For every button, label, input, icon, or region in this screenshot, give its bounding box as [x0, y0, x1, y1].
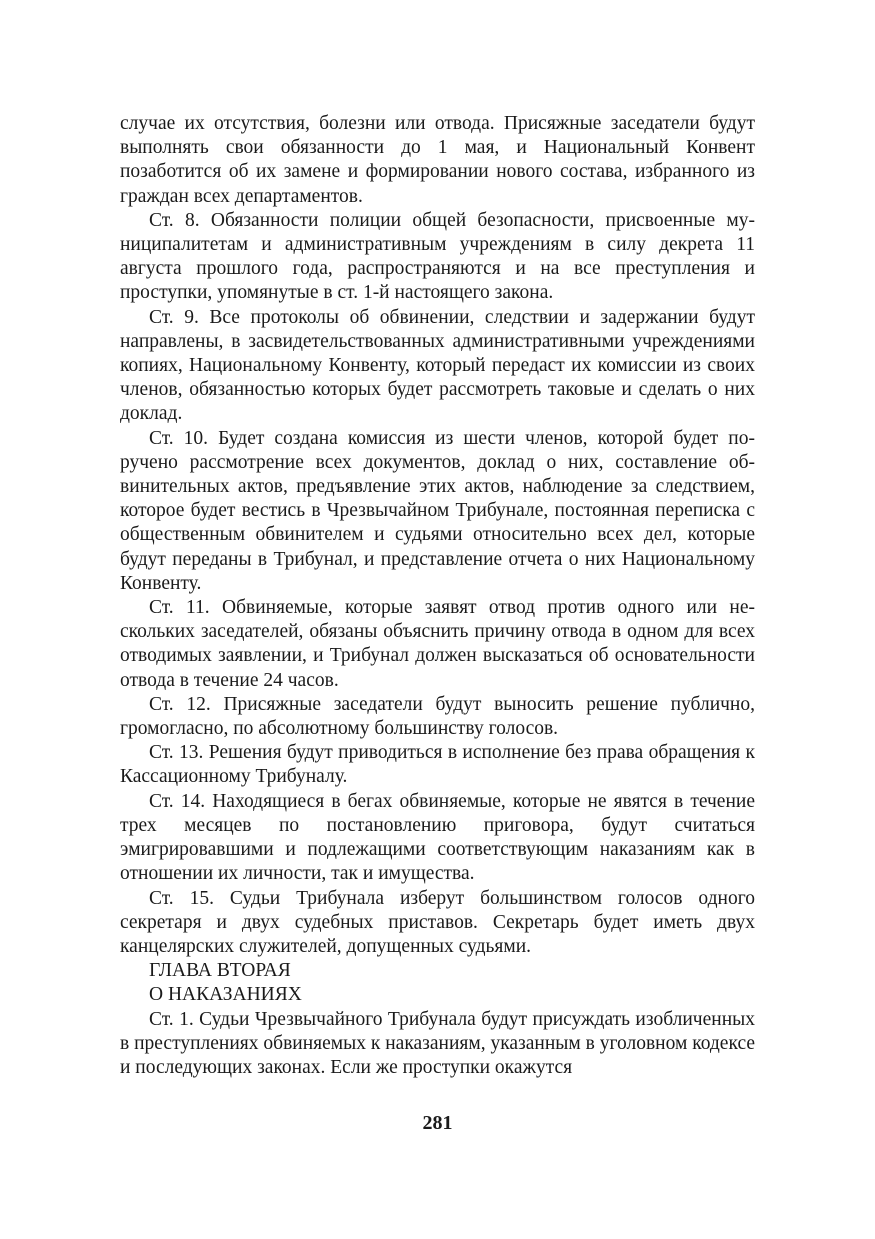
paragraph-continuation: случае их отсутствия, болезни или отвода. Присяжные заседатели будут выполнять свои обязанности до 1 мая, и Национальный Конвент позаботится об их замене и формировании нового состава, избранного из граждан всех департаментов.	[120, 113, 755, 207]
article-9-paragraph: Ст. 9. Все протоколы об обвинении, следствии и задержании будут направлены, в засвидетельствованных административными учреждениями копиях, Национальному Конвенту, который передаст их комиссии из своих членов, обязанностью которых будет рассмотреть таковые и сделать о них доклад.	[120, 306, 755, 425]
article-14-paragraph: Ст. 14. Находящиеся в бегах обвиняемые, которые не явятся в течение трех месяцев по постановлению приговора, будут считаться эмигрировавшими и подлежащими соответствующим наказаниям как в отношении их личности, так и имущества.	[120, 790, 755, 885]
article-11-paragraph: Ст. 11. Обвиняемые, которые заявят отвод против одного или нескольких заседателей, обязаны объяснить причину отвода в одном для всех отводимых заявлении, и Трибунал должен высказаться об основательности отвода в течение 24 часов.	[120, 597, 755, 691]
page-body	[120, 112, 755, 1080]
chapter-heading: ГЛАВА ВТОРАЯ	[149, 960, 291, 982]
article-15-paragraph: Ст. 15. Судьи Трибунала изберут большинством голосов одного секретаря и двух судебных приставов. Секретарь будет иметь двух канцелярских служителей, допущенных судьями.	[120, 887, 755, 957]
article-10-paragraph: Ст. 10. Будет создана комиссия из шести членов, которой будет поручено рассмотрение всех документов, доклад о них, составление обвинительных актов, предъявление этих актов, наблюдение за следствием, которое будет вестись в Чрезвычайном Трибунале, постоянная переписка с общественным обвинителем и судьями относительно всех дел, которые будут переданы в Трибунал, и представление отчета о них Национальному Конвенту.	[120, 427, 755, 594]
page-number: 281	[422, 1112, 453, 1134]
article-8-paragraph: Ст. 8. Обязанности полиции общей безопасности, присвоенные муниципалитетам и административным учреждениям в силу декрета 11 августа прошлого года, распространяются и на все преступления и проступки, упомянутые в ст. 1-й настоящего закона.	[120, 209, 755, 304]
section-heading: О НАКАЗАНИЯХ	[149, 984, 302, 1006]
article-13-paragraph: Ст. 13. Решения будут приводиться в исполнение без права обращения к Кассационному Трибуналу.	[120, 742, 755, 788]
chapter-2-article-1-paragraph: Ст. 1. Судьи Чрезвычайного Трибунала будут присуждать изобличенных в преступлениях обвиняемых к наказаниям, указанным в уголовном кодексе и последующих законах. Если же проступки окажутся	[120, 1008, 755, 1078]
article-12-paragraph: Ст. 12. Присяжные заседатели будут выносить решение публично, громогласно, по абсолютному большинству голосов.	[120, 693, 755, 740]
